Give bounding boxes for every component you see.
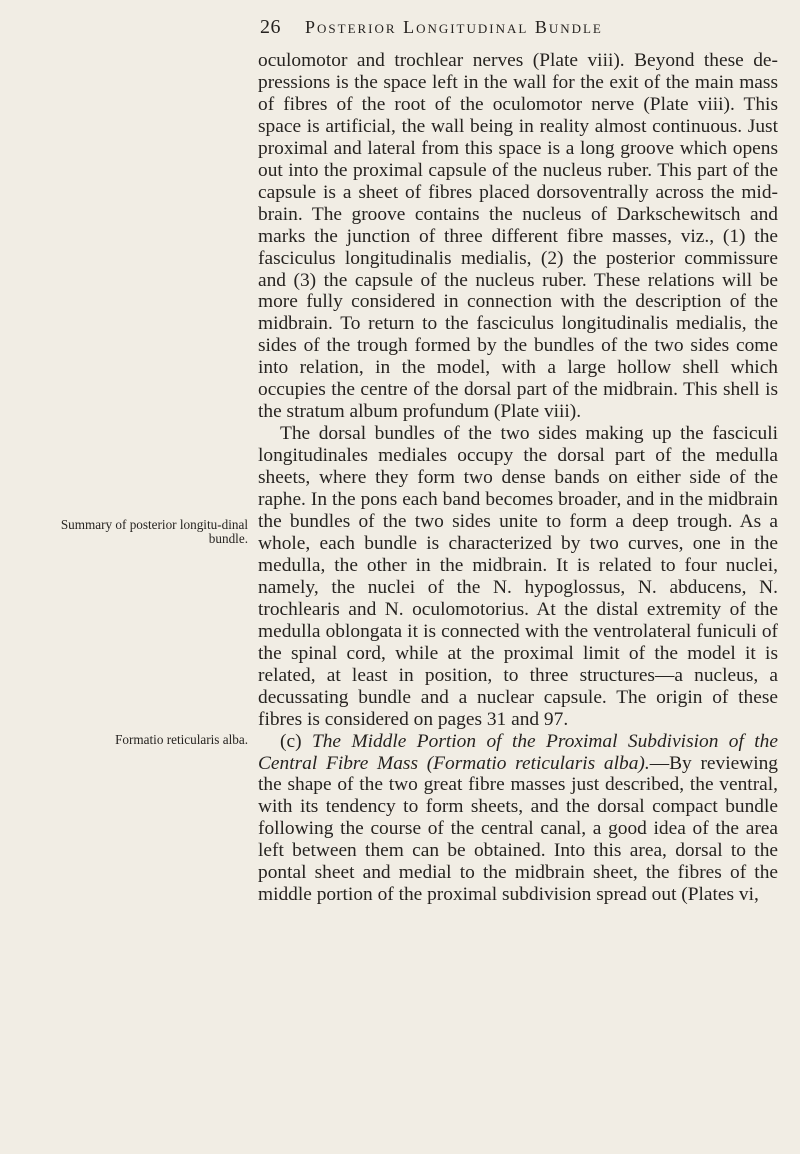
margin-note-formatio: Formatio reticularis alba.: [115, 732, 248, 747]
margin-note-summary: Summary of posterior longitu-dinal bundle.: [60, 517, 248, 546]
section-label: (c): [280, 730, 302, 752]
running-title: Posterior Longitudinal Bundle: [305, 17, 603, 37]
page-number: 26: [260, 16, 281, 38]
paragraph-continuation: oculomotor and trochlear nerves (Plate viii). Beyond these depressions is the space left in the wall for the exit of the main mass of fibres of the root of the oculomotor nerve (Plate viii). This space is artificial, the wall being in reality almost continuous. Just proximal and lateral from this space is a long groove which opens out into the proximal capsule of the nucleus ruber. This part of the capsule is a sheet of fibres placed dorsoventrally across the midbrain. The groove contains the nucleus of Darkschewitsch and marks the junction of three different fibre masses, viz., (1) the fasciculus longitudinalis medialis, (2) the posterior commissure and (3) the capsule of the nucleus ruber. These relations will be more fully considered in connection with the description of the midbrain. To return to the fasciculus longitudinalis medialis, the sides of the trough formed by the bundles of the two sides come into relation, in the model, with a large hollow shell which occupies the centre of the dorsal part of the midbrain. This shell is the stratum album profundum (Plate viii).: [258, 50, 778, 423]
body-text: [258, 50, 778, 906]
section-heading: The Middle Portion of the Proximal Subdivision of the Central Fibre Mass (Formatio reticularis alba).: [258, 730, 778, 774]
section-body: —By reviewing the shape of the two great fibre masses just described, the ventral, with its tendency to form sheets, and the dorsal compact bundle following the course of the central canal, a good idea of the area left between them can be obtained. Into this area, dorsal to the pontal sheet and medial to the midbrain sheet, the fibres of the middle portion of the proximal subdivision spread out (Plates vi,: [258, 752, 778, 906]
paragraph-summary: The dorsal bundles of the two sides making up the fasciculi longitudinales mediales occupy the dorsal part of the medulla sheets, where they form two dense bands on either side of the raphe. In the pons each band becomes broader, and in the midbrain the bundles of the two sides unite to form a deep trough. As a whole, each bundle is characterized by two curves, one in the medulla, the other in the midbrain. It is related to four nuclei, namely, the nuclei of the N. hypoglossus, N. abducens, N. trochlearis and N. oculomotorius. At the distal extremity of the medulla oblongata it is connected with the ventrolateral funiculi of the spinal cord, while at the proximal limit of the model it is related, at least in position, to three structures—a nucleus, a decussating bundle and a nuclear capsule. The origin of these fibres is considered on pages 31 and 97.: [258, 423, 778, 730]
page-header: [0, 16, 800, 46]
paragraph-middle-portion: [258, 731, 778, 907]
